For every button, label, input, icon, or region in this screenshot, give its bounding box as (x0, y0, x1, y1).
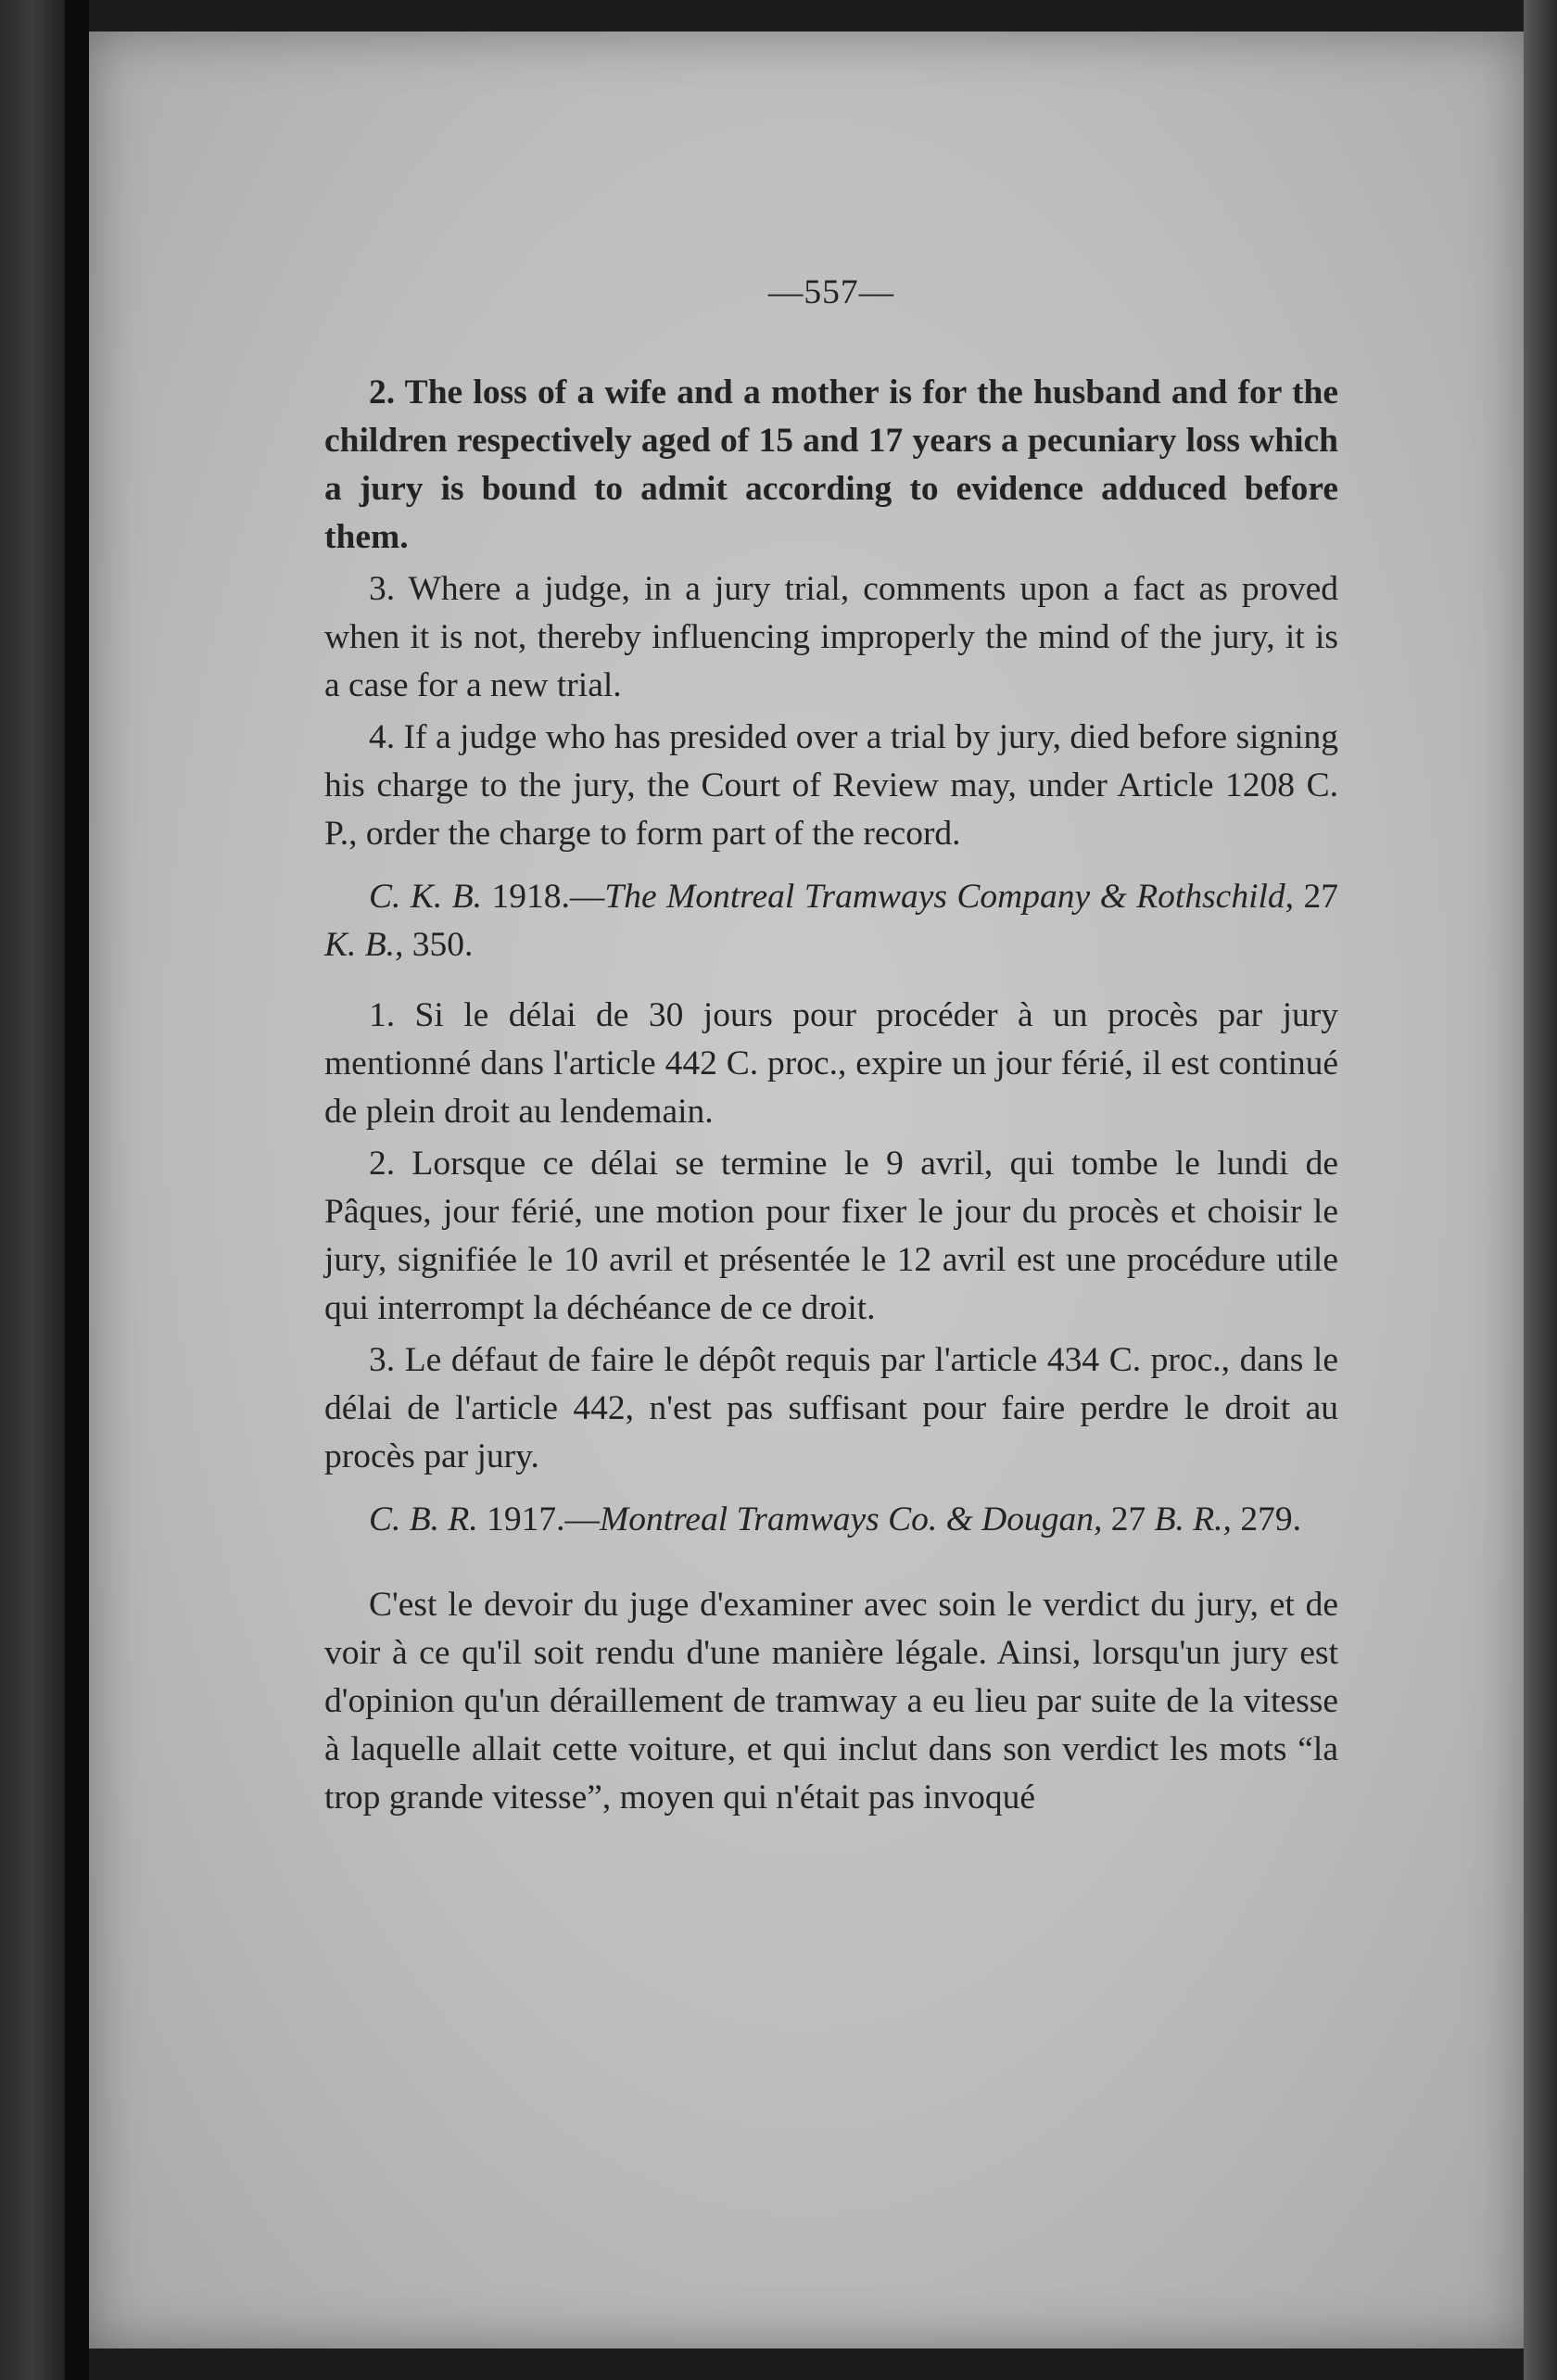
binding-edge (65, 0, 89, 2380)
page-edge (1524, 0, 1557, 2380)
case-citation-2 (324, 1496, 1338, 1544)
citation-court: C. B. R. (369, 1500, 478, 1538)
case-citation-1 (324, 873, 1338, 969)
french-item-1: 1. Si le délai de 30 jours pour procéder à un procès par jury mentionné dans l'article 442 C. proc., expire un jour férié, il est continué de plein droit au lendemain. (324, 996, 1338, 1131)
citation-case-name: Montreal Tramways Co. & Dougan, (599, 1500, 1103, 1538)
citation-year: 1917.— (477, 1500, 600, 1538)
french-item-2: 2. Lorsque ce délai se termine le 9 avril, qui tombe le lundi de Pâques, jour férié, une motion pour fixer le jour du procès et choisir le jury, signifiée le 10 avril et présentée le 12 avril est une procédure utile qui interrompt la déchéance de ce droit. (324, 1145, 1338, 1327)
citation-volume: 27 (1294, 878, 1339, 916)
body-paragraph: C'est le devoir du juge d'examiner avec soin le verdict du jury, et de voir à ce qu'il soit rendu d'une manière légale. Ainsi, lorsqu'un jury est d'opinion qu'un déraillement de tramway a eu lieu par suite de la vitesse à laquelle allait cette voiture, et qui inclut dans son verdict les mots “la trop grande vitesse”, moyen qui n'était pas invoqué (324, 1586, 1338, 1817)
citation-reporter: K. B., (324, 926, 404, 964)
citation-page: 350. (403, 926, 474, 964)
page-number: —557— (767, 273, 895, 311)
english-item-4: 4. If a judge who has presided over a trial by jury, died before signing his charge to the jury, the Court of Review may, under Article 1208 C. P., order the charge to form part of the record. (324, 718, 1338, 853)
english-item-3: 3. Where a judge, in a jury trial, comments upon a fact as proved when it is not, thereby influencing improperly the mind of the jury, it is a case for a new trial. (324, 570, 1338, 704)
citation-year: 1918.— (482, 878, 605, 916)
citation-page: 279. (1231, 1500, 1301, 1538)
citation-case-name: The Montreal Tramways Company & Rothschild, (604, 878, 1295, 916)
page-text (324, 269, 1338, 1857)
citation-reporter: B. R., (1154, 1500, 1232, 1538)
citation-court: C. K. B. (369, 878, 482, 916)
english-item-2: 2. The loss of a wife and a mother is for the husband and for the children respectively aged of 15 and 17 years a pecuniary loss which a jury is bound to admit according to evidence adduced before them. (324, 373, 1338, 556)
binding-gutter (0, 0, 65, 2380)
french-item-3: 3. Le défaut de faire le dépôt requis par l'article 434 C. proc., dans le délai de l'article 442, n'est pas suffisant pour faire perdre le droit au procès par jury. (324, 1341, 1338, 1475)
citation-volume: 27 (1102, 1500, 1155, 1538)
